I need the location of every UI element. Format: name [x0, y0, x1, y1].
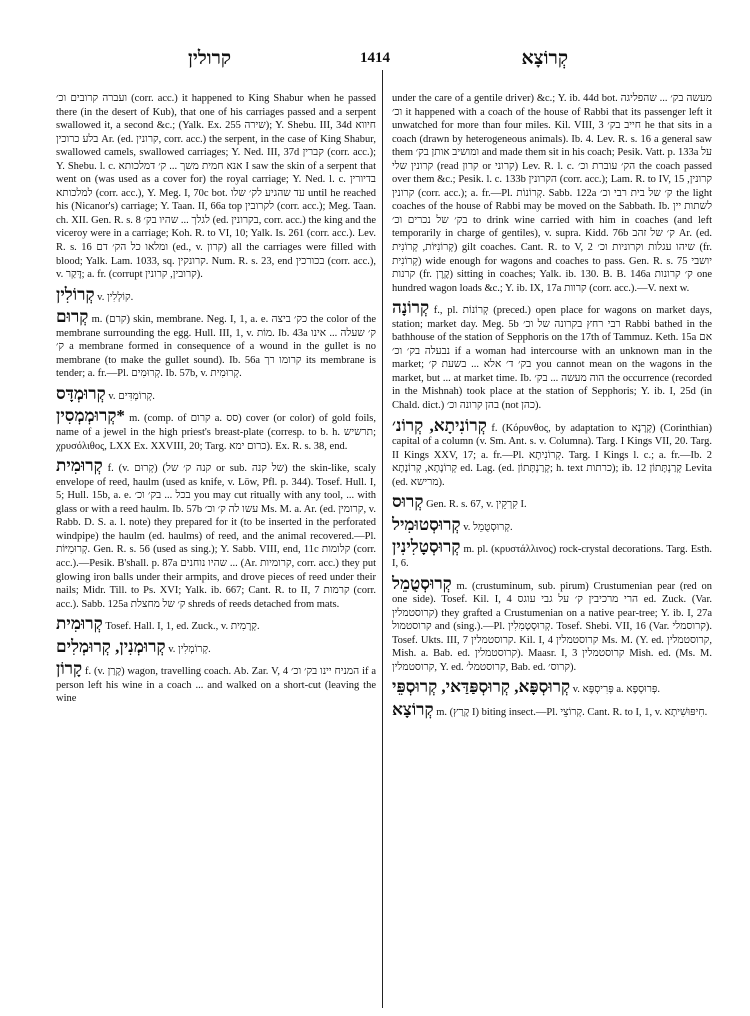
entry-text: v. קְרוֹמְלִין. [168, 643, 211, 655]
column-divider [382, 70, 383, 1008]
dictionary-entry [56, 660, 376, 706]
entry-text: under the care of a gentile driver) &c.; Y. ib. 44d bot. מעשה בק׳ ... שהפליגה וכ׳ it happened with a coach of the house of Rabbi that its passenger left it unwatched for more than four miles. Kil. VIII, 3 חייב בק׳ he that sits in a coach (drawn by heterogeneous animals). Ib. 4. Lev. R. s. 16 a general saw them ומושיב אותן בק׳ and made them sit in his coach; Pesik. Vatt. p. 133a על קרונין שלי (read קרון or קרוני) Lev. R. l. c. הק׳ עוברת וכ׳ the coach passed over them &c.; Pesik. l. c. 133b הקרונין (corr. acc.); Lam. R. to IV, 15 קרונין, קרונין (corr. acc.); a. fr.—Pl. קְרוֹנוֹת. Sabb. 122a ק׳ של בית רבי וכ׳ the light coaches of the house of Rabbi may be moved on the Sabbath. Ib. לשתות יין בק׳ של נכרים וכ׳ to drink wine carried with him in coaches (and left temporarily in charge of gentiles), v. supra. Kidd. 76b ק׳ של זהב Ar. (ed. קְרוֹנִיּוֹת, קְרוֹנִית) gilt coaches. Cant. R. to V, 2 שיהו עגלות וקרוניות וכ׳ (fr. קְרוֹנִית) wide enough for wagons and coaches to pass. Gen. R. s. 75 יושבי קרנות (fr. קֶרֶן) sitting in coaches; Yalk. ib. 130. B. B. 146a ק׳ קרונות one hundred wagon loads &c.; Y. ib. IX, 17a קרוות (corr. acc.).—V. next w. [392, 93, 712, 294]
entry-headword: קְרוּסְטוּמִיל [392, 514, 461, 534]
dictionary-entry [56, 615, 376, 634]
entry-headword: קְרוּם [56, 307, 89, 327]
dictionary-entry [392, 516, 712, 535]
running-head-right: קְרוֹצָא [521, 48, 568, 69]
dictionary-entry [392, 92, 712, 295]
entry-text: f., pl. קְרוֹנוֹת (preced.) open place for wagons on market days, station; market day. Meg. 5b רבי רחץ בקרונה של וכ׳ Rabbi bathed in the bathhouse of the station of Sepphoris on the 17th of Tammuz. Keth. 15a אם נבעלה בק׳ וכ׳ if a woman had intercourse with an unknown man in the market; בק׳ ד׳ אלא ... בשעת ק׳ you cannot mean on the wagons in the market, but ... at market time. Ib. הוה מעשה ... בק׳ the occurrence (recorded in the Mishnah) took place at the station of Sepphoris; Y. ib. I, 25d (in Chald. dict.) בהן קרונה וכ׳ (not כהן). [392, 305, 712, 412]
entry-text: m. (comp. of קרום a. סס) cover (or color) of gold foils, name of a jewel in the high priest's breast-plate (corresp. to b. h. תרשיש; χρυσόλιθος, LXX Ex. XXVIII, 20; Targ. כרום ימא). Ex. R. s. 38, end. [56, 413, 376, 452]
dictionary-entry [392, 678, 712, 697]
entry-text: ועברה קרובים וכ׳ (corr. acc.) it happened to King Shabur when he passed there (in the desert of Kub), that one of his carriages passed and a serpent swallowed it, a second &c.; (Yalk. Ex. 255 שירה); Y. Shebu. III, 34d חיווא בלע כרוכין Ar. (ed. קרונין, corr. acc.) the serpent, in the case of King Shabur, swallowed camels, swallowed carriages; Y. Ned. III, 37d קברין (corr. acc.); Y. Shebu. l. c. אנא חמית משך ... ק׳ דמלכותא I saw the skin of a serpent that went on (was used as a cover for) the royal carriage; Y. Ned. l. c. בדיורין למלכותא (corr. acc.), Y. Meg. I, 70c bot. עד שהגיע לק׳ שלו until he reached his (Nicanor's) carriage; Y. Taan. II, 66a top לקרובין (corr. acc.); Meg. Taan. ch. XII. Gen. R. s. 8 לגלך ... שהיו בק׳ (ed. בקרונין, corr. acc.) the king and the viceroy were in a carriage; Koh. R. to VI, 10; Yalk. Is. 261 (corr. acc.). Lev. R. s. 16 ומלאו כל הק׳ דם (ed., v. קרון) all the carriages were filled with blood; Yalk. Lam. 1033, sq. קרונקין. Num. R. s. 23, end בכורכין (corr. acc.), v. דָּקַר; a. fr. (corrupt קרובין, קרונין). [56, 93, 376, 281]
page-number: 1414 [360, 50, 390, 66]
entry-headword: קְרוּמִית [56, 456, 103, 476]
entry-text: m. (קרם) skin, membrane. Neg. I, 1, a. e. כק׳ ביצה the color of the membrane surrounding the egg. Hull. III, 1, v. מוֹת. Ib. 43a ק׳ שעלה ... אינו ק׳ a membrane formed in consequence of a wound in the gullet is no membrane (to make the gullet sound). Ib. 56a קרומו רך its membrane is tender; a. fr.—Pl. קְרוּמִים. Ib. 57b, v. קְרוּמִית. [56, 314, 376, 380]
entry-text: v. קְרוּסְטֻמֵל. [463, 521, 513, 533]
dictionary-entry [56, 457, 376, 611]
entry-headword: קְרוּסְטֻמֵל [392, 573, 452, 593]
running-head-left: קרולין [188, 48, 232, 69]
dictionary-entry [56, 286, 376, 305]
entry-headword: קְרוּמְדָּס [56, 383, 106, 403]
dictionary-entry [56, 407, 376, 453]
entry-text: m. (קָרַץ I) biting insect.—Pl. קְרוֹצֵי. Cant. R. to I, 1, v. חִיפּוּשִׁיתָא. [436, 706, 708, 718]
entry-headword: קְרוֹצָא [392, 699, 434, 719]
dictionary-entry [392, 575, 712, 675]
entry-text: m. (crustuminum, sub. pirum) Crustumenian pear (red on one side). Tosef. Kil. I, 4 הרי מרכיבין ק׳ על גבי עוגס ed. Zuck. (Var. קרוסטמלין) they grafted a Crustumenian on a native pear-tree; Y. ib. I, 27a קרוסטמול and (sing.).—Pl. קְרוּסְטָמִלִין. Tosef. Shebi. VII, 16 (Var. קרוסמלי). Tosef. Ukts. III, 7 קרוסטמלין. Kil. I, 4 קרוסטמלין Ms. M. (Y. ed. קרוסטמלין, Mish. a. Bab. ed. קרוסטמלין). Maasr. I, 3 קרוסטמלין Mish. ed. (Ms. M. קרוסטמלין, Y. ed. קרוסטמל׳, Bab. ed. קרוס׳). [392, 580, 712, 673]
dictionary-entry [56, 92, 376, 282]
entry-headword: קְרוֹנִיתָא, קְרוֹנ׳ [392, 415, 487, 435]
entry-text: f. (v. קָרַן) wagon, travelling coach. Ab. Zar. V, 4 המניח יינו בק׳ וכ׳ if a person left his wine in a coach ... and walked on a short-cut (leaving the wine [56, 666, 376, 705]
entry-headword: קְרוּס [392, 492, 424, 512]
dictionary-entry [392, 701, 712, 720]
right-column [392, 92, 712, 1002]
dictionary-entry [56, 308, 376, 381]
entry-headword: קְרוֹלִין [56, 284, 95, 304]
entry-headword: קְרוּסְפָּא, קְרוּסְפַּדַּאי, קְרוּסְפֵּי [392, 677, 571, 697]
entry-headword: קְרוֹנָה [392, 298, 430, 318]
dictionary-entry [392, 417, 712, 490]
entry-text: v. קְרוֹמְדִּים. [108, 390, 155, 402]
entry-text: Gen. R. s. 67, v. קִרְקֵין I. [426, 499, 527, 511]
entry-headword: *קְרוּמְמְסִין [56, 406, 125, 426]
left-column [56, 92, 376, 1002]
entry-headword: קָרוֹן [56, 659, 83, 679]
page-header [60, 48, 690, 74]
entry-headword: קְרוּמִית [56, 614, 103, 634]
dictionary-entry [56, 638, 376, 657]
entry-headword: קְרוּסְטָלִינִין [392, 537, 461, 557]
entry-text: v. פְּרִיסְפָּא a. פְּרוּסְפָּא. [572, 684, 661, 696]
dictionary-entry [392, 299, 712, 412]
entry-headword: קְרוּמְנִין, קְרוּמְלִים [56, 636, 166, 656]
entry-text: f. (Κόρυνθος, by adaptation to קְרָנָא) (Corinthian) capital of a column (v. Sm. Ant. s. v. Columna). Targ. I Kings VII, 20. Targ. II Kings XXV, 17; a. fr.—Pl. קְרוֹנִיתָא. Targ. I Kings l. c.; a. fr.—Ib. 2 קְרוֹנָתָא, קְרוֹנָתָא ed. Lag. (ed. קְרַנְתָּתוֹן; h. text כרתות); ib. 12 קְרַנְתָּתוֹן Levita (ed. מרישא). [392, 422, 712, 488]
entry-text: f. (v. קְרוּם) (קנה ק׳ של or sub. של קנה) the skin-like, scaly envelope of reed, haulm (used as knife, v. Löw, Pfl. p. 344). Tosef. Hull. I, 5; Hull. 15b, a. e. בכל ... בק׳ וכ׳ you may cut ritually with any tool, ... with glass or with a reed haulm. Ib. 57b עשו לה ק׳ וכ׳ Ms. M. a. Ar. (ed. קרומין, v. Rabb. D. S. a. l. note) they prepared for it (to be inserted in the perforated windpipe) the haulm (ed. haulms) of reed, and the animal recovered.—Pl. קְרוּמִיּוֹת. Gen. R. s. 56 (used as sing.); Y. Sabb. VIII, end, 11c קלומות (corr. acc.).—Pesik. B'shall. p. 87a שהיו נוחנים ... (Ar. קרומיות, corr. acc.) they put glowing iron balls under their armpits, and drove pieces of reed under their nails; Midr. Till. to Ps. XVI; Yalk. ib. 667; Cant. R. to II, 7 קרמות (corr. acc.). Sabb. 125a ק׳ של מחצלת shreds of reeds detached from mats. [56, 463, 376, 610]
dictionary-entry [56, 385, 376, 404]
dictionary-entry [392, 538, 712, 570]
entry-text: m. pl. (κρυστάλλινος) rock-crystal decorations. Targ. Esth. I, 6. [392, 544, 712, 569]
entry-text: Tosef. Hall. I, 1, ed. Zuck., v. קְרָמִית. [105, 621, 260, 633]
dictionary-entry [392, 493, 712, 512]
entry-text: v. קוֹלְלִין. [97, 291, 134, 303]
